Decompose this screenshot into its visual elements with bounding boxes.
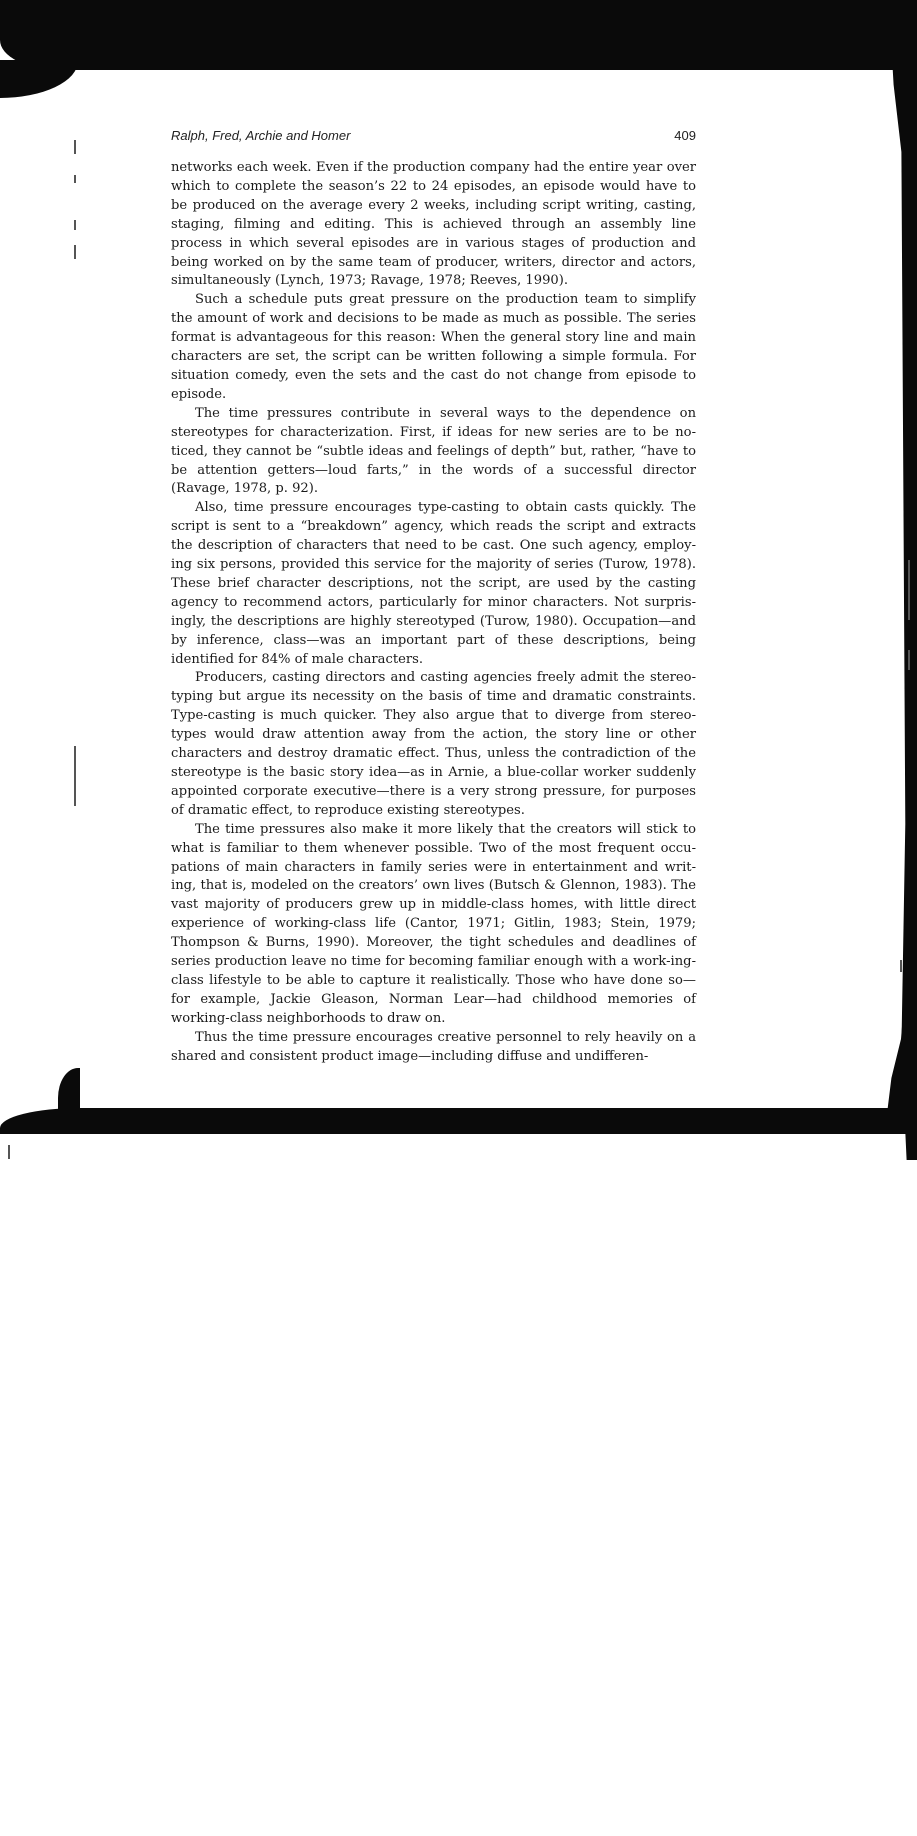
page-number: 409	[674, 128, 696, 143]
scan-speck	[8, 1145, 10, 1159]
paragraph: The time pressures contribute in several ways to the dependence on stereotypes for characterization. First, if ideas for new series are to be no-ticed, they cannot be “subtle ideas and feelings of depth” but, rather, “have to be attention getters—loud farts,” in the words of a successful director (Ravage, 1978, p. 92).	[171, 405, 696, 497]
paragraph: Such a schedule puts great pressure on the production team to simplify the amount of work and decisions to be made as much as possible. The series format is advantageous for this reason: When the general story line and main characters are set, the script can be written following a simple formula. For situation comedy, even the sets and the cast do not change from episode to episode.	[171, 292, 696, 402]
scan-border-bottom-right	[885, 1000, 917, 1130]
scan-border-bottom-left	[58, 1068, 80, 1118]
scan-speck	[908, 560, 910, 620]
scan-border-bottom	[0, 1108, 917, 1134]
scan-border-right	[891, 40, 917, 1160]
scan-speck	[74, 220, 76, 230]
paragraph: Producers, casting directors and casting agencies freely admit the stereo-typing but argue its necessity on the basis of time and dramatic constraints. Type-casting is much quicker. They also argue that to diverge from stereo-types would draw attention away from the action, the story line or other characters and destroy dramatic effect. Thus, unless the contradiction of the stereotype is the basic story idea—as in Arnie, a blue-collar worker suddenly appointed corporate executive—there is a very strong pressure, for purposes of dramatic effect, to reproduce existing stereotypes.	[171, 670, 696, 818]
scan-speck	[74, 245, 76, 259]
paragraph: Thus the time pressure encourages creative personnel to rely heavily on a shared and consistent product image—including diffuse and undifferen-	[171, 1029, 696, 1064]
running-head-title: Ralph, Fred, Archie and Homer	[171, 128, 351, 143]
scan-speck	[908, 650, 910, 670]
scan-border-top	[0, 0, 917, 70]
running-head	[171, 125, 696, 147]
paragraph: networks each week. Even if the production company had the entire year over which to complete the season’s 22 to 24 episodes, an episode would have to be produced on the average every 2 weeks, including script writing, casting, staging, filming and editing. This is achieved through an assembly line process in which several episodes are in various stages of production and being worked on by the same team of producer, writers, director and actors, simultaneously (Lynch, 1973; Ravage, 1978; Reeves, 1990).	[171, 160, 696, 289]
paragraph: The time pressures also make it more likely that the creators will stick to what is familiar to them whenever possible. Two of the most frequent occu-pations of main characters in family series were in entertainment and writ-ing, that is, modeled on the creators’ own lives (Butsch & Glennon, 1983). The vast majority of producers grew up in middle-class homes, with little direct experience of working-class life (Cantor, 1971; Gitlin, 1983; Stein, 1979; Thompson & Burns, 1990). Moreover, the tight schedules and deadlines of series production leave no time for becoming familiar enough with a work-ing-class lifestyle to be able to capture it realistically. Those who have done so—for example, Jackie Gleason, Norman Lear—had childhood memories of working-class neighborhoods to draw on.	[171, 821, 696, 1026]
body-text	[171, 159, 696, 1067]
scan-speck	[74, 175, 76, 183]
paragraph: Also, time pressure encourages type-casting to obtain casts quickly. The script is sent to a “breakdown” agency, which reads the script and extracts the description of characters that need to be cast. One such agency, employ-ing six persons, provided this service for the majority of series (Turow, 1978). These brief character descriptions, not the script, are used by the casting agency to recommend actors, particularly for minor characters. Not surpris-ingly, the descriptions are highly stereotyped (Turow, 1980). Occupation—and by inference, class—was an important part of these descriptions, being identified for 84% of male characters.	[171, 500, 696, 667]
scan-border-left-top	[0, 60, 78, 98]
document-page	[171, 125, 696, 1067]
scan-speck	[900, 960, 902, 972]
scan-speck	[74, 746, 76, 806]
scan-speck	[74, 140, 76, 154]
